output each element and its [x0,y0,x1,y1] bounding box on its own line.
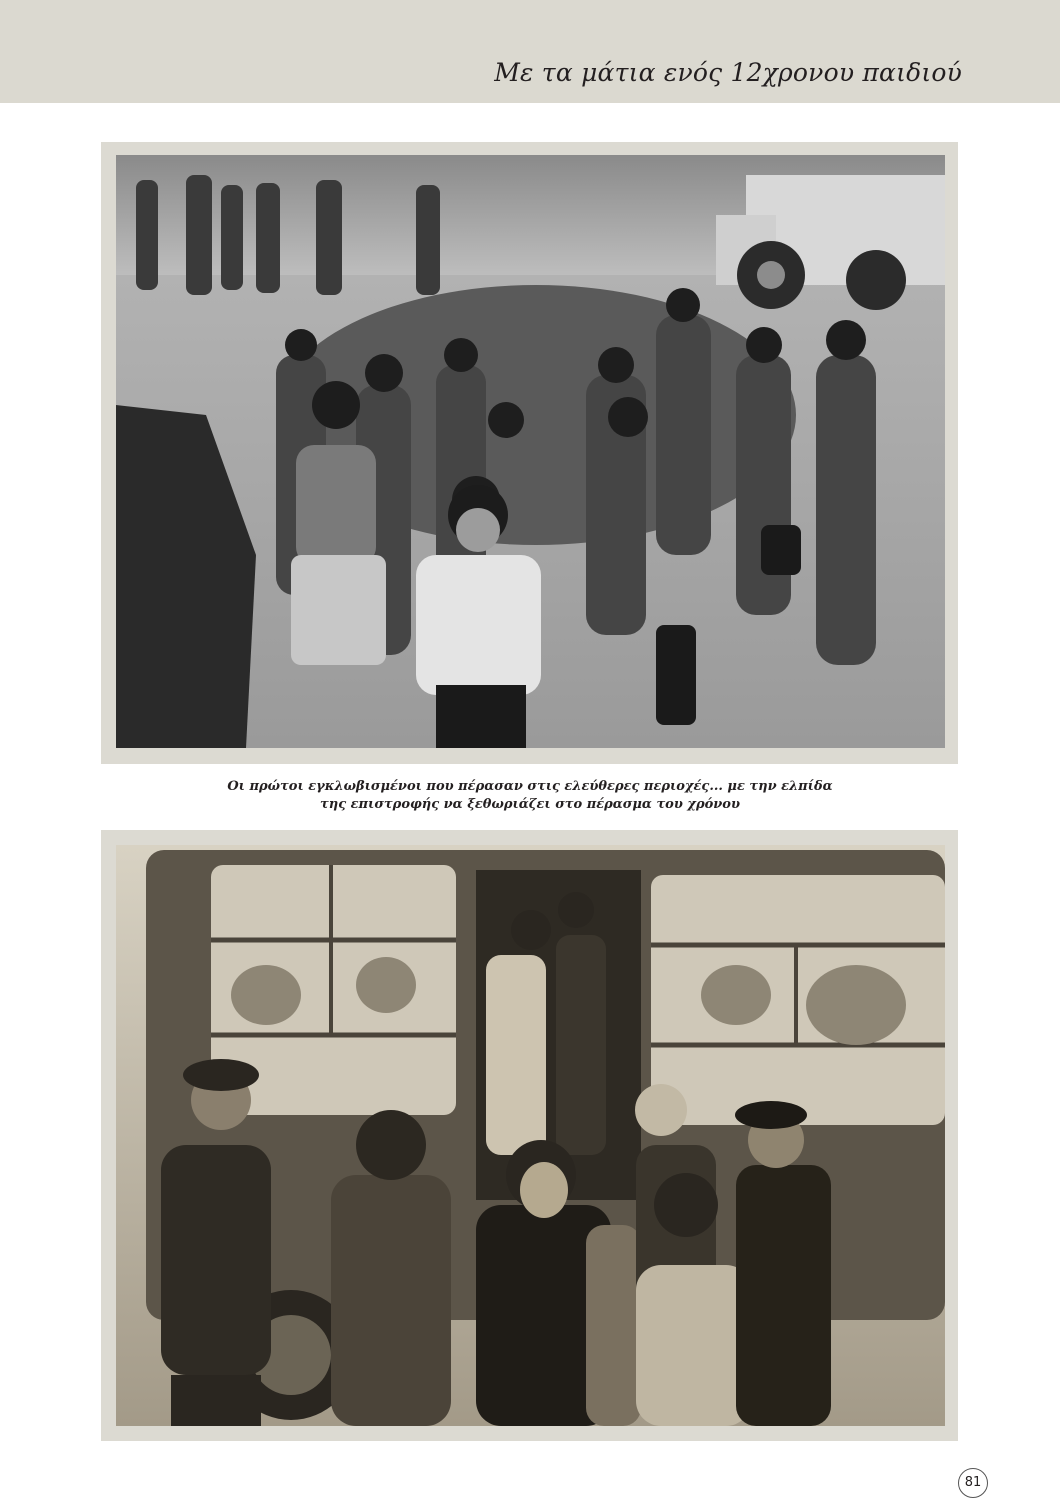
page-number: 81 [958,1468,988,1498]
photo-bus-arrival [116,845,945,1426]
header-band [0,0,1060,103]
photo-frame-top [101,142,958,764]
caption-line-2: της επιστροφής να ξεθωριάζει στο πέρασμα του χρόνου [320,797,740,812]
caption-line-1: Οι πρώτοι εγκλωβισμένοι που πέρασαν στις ελεύθερες περιοχές... με την ελπίδα [227,779,833,794]
photo-crowd-walking [116,155,945,748]
running-header-title: Με τα μάτια ενός 12χρονου παιδιού [494,58,962,87]
photo-caption [150,778,910,814]
photo-frame-bottom [101,830,958,1441]
